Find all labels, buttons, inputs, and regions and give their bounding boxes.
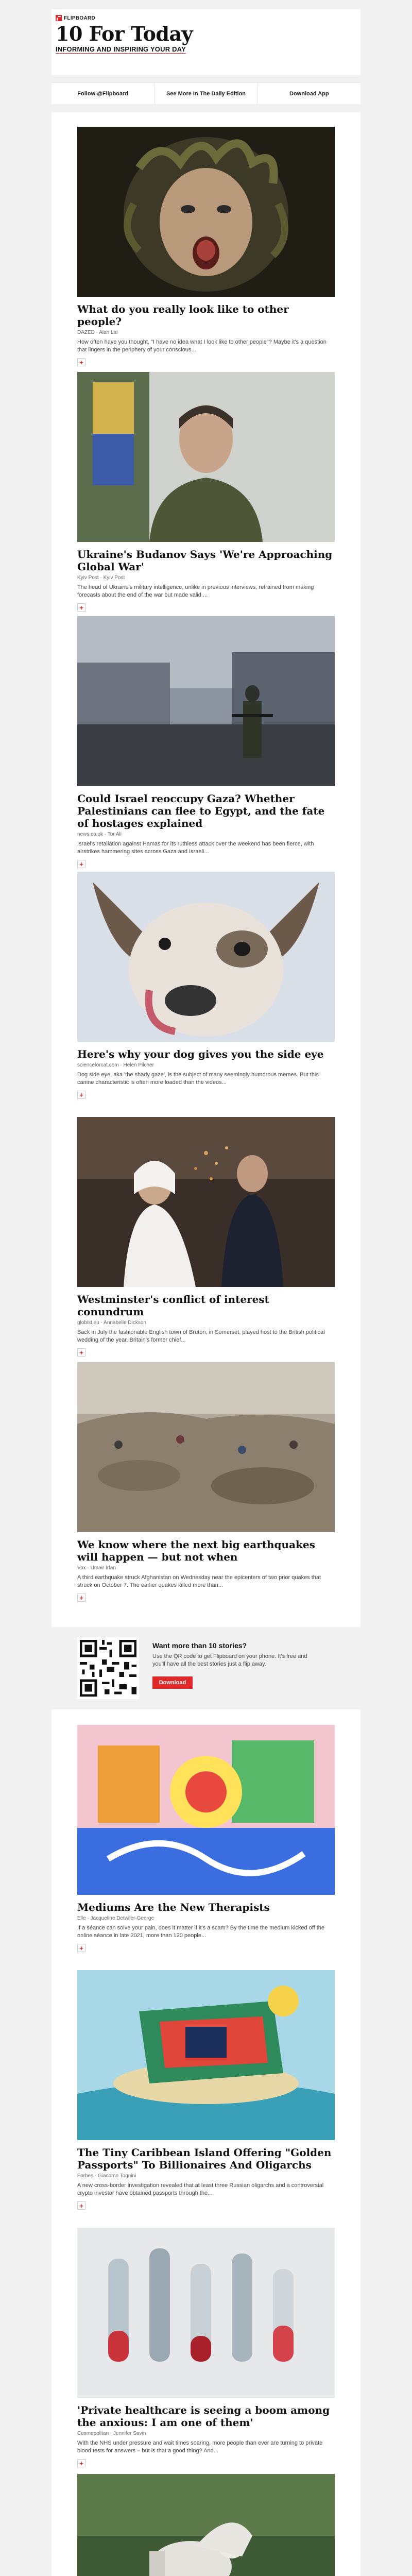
caribbean-illustration xyxy=(77,1970,335,2140)
brand-name: FLIPBOARD xyxy=(64,15,96,21)
header-nav xyxy=(52,82,360,105)
story-card xyxy=(52,1117,360,1358)
story-card xyxy=(52,2474,360,2576)
story-source: Vox · Umair Irfan xyxy=(77,1565,116,1571)
budanov-photo xyxy=(77,372,335,542)
plus-icon[interactable]: + xyxy=(77,603,85,612)
plus-icon[interactable]: + xyxy=(77,1348,85,1357)
plus-icon[interactable]: + xyxy=(77,1091,85,1099)
promo-text: Use the QR code to get Flipboard on your phone. It's free and you'll have all the best stories just a flip away. xyxy=(152,1653,307,1667)
story-excerpt: Israel's retaliation against Hamas for its ruthless attack over the weekend has been fierce, with airstrikes hammering sites across Gaza and Israeli... xyxy=(77,841,314,855)
story-title[interactable]: The Tiny Caribbean Island Offering "Golden Passports" To Billionaires And Oligarchs xyxy=(77,2146,332,2171)
story-card xyxy=(52,127,360,367)
download-button[interactable]: Download xyxy=(152,1676,193,1689)
story-source: globist.eu · Annabelle Dickson xyxy=(77,1320,146,1326)
story-image[interactable] xyxy=(77,372,335,542)
story-source: Kyiv Post · Kyiv Post xyxy=(77,575,125,581)
flipboard-logo-icon xyxy=(56,15,62,21)
story-source: Elle · Jacqueline Detwiler-George xyxy=(77,1916,154,1921)
story-source: scienceforcat.com · Helen Pilcher xyxy=(77,1062,154,1068)
plus-icon[interactable]: + xyxy=(77,1944,85,1952)
earthquake-photo xyxy=(77,1362,335,1532)
qr-code-icon[interactable] xyxy=(77,1637,139,1699)
story-excerpt: The head of Ukraine's military intelligence, unlike in previous interviews, refrained from making forecasts about the end of the war but made valid ... xyxy=(77,584,314,598)
story-image[interactable] xyxy=(77,616,335,786)
story-excerpt: How often have you thought, "I have no idea what I look like to other people"? Maybe it's a question that lingers in the periphery of your conscious... xyxy=(77,339,327,353)
download-app-link[interactable]: Download App xyxy=(258,83,360,105)
story-image[interactable] xyxy=(77,2474,335,2576)
story-excerpt: A new cross-border investigation revealed that at least three Russian oligarchs and a controversial crypto investor have obtained passports through the... xyxy=(77,2182,324,2196)
story-title[interactable]: We know where the next big earthquakes will happen — but not when xyxy=(77,1538,315,1563)
brand[interactable] xyxy=(56,13,356,23)
story-source: Cosmopolitan · Jennifer Savin xyxy=(77,2431,146,2436)
story-title[interactable]: Mediums Are the New Therapists xyxy=(77,1901,270,1913)
story-title[interactable]: What do you really look like to other people? xyxy=(77,303,289,328)
follow-link[interactable]: Follow @Flipboard xyxy=(77,91,129,97)
story-image[interactable] xyxy=(77,1970,335,2140)
story-card xyxy=(52,1725,360,1953)
story-title[interactable]: Here's why your dog gives you the side eye xyxy=(77,1048,324,1060)
plus-icon[interactable]: + xyxy=(77,358,85,366)
story-title[interactable]: Westminster's conflict of interest conundrum xyxy=(77,1293,269,1318)
story-title[interactable]: Ukraine's Budanov Says 'We're Approaching Global War' xyxy=(77,548,333,573)
story-card xyxy=(52,1970,360,2211)
daily-edition-link[interactable]: See More In The Daily Edition xyxy=(154,83,257,105)
story-image[interactable] xyxy=(77,2228,335,2398)
story-excerpt: Dog side eye, aka 'the shady gaze', is the subject of many seemingly humorous memes. But this canine characteristic is often more loaded than the videos... xyxy=(77,1072,319,1086)
plus-icon[interactable]: + xyxy=(77,860,85,868)
story-list-continued xyxy=(52,1709,360,2576)
app-promo xyxy=(52,1627,360,1709)
story-excerpt: A third earthquake struck Afghanistan on Wednesday near the epicenters of two prior quakes that struck on October 7. The earlier quakes killed more than... xyxy=(77,1574,321,1588)
page-title: 10 For Today xyxy=(56,22,193,45)
medusa-illustration xyxy=(77,127,335,297)
story-source: DAZED · Alah Lal xyxy=(77,330,118,335)
tombstone-photo xyxy=(77,2474,335,2576)
story-image[interactable] xyxy=(77,1725,335,1895)
story-excerpt: Back in July the fashionable English town of Bruton, in Somerset, played host to the British political wedding of the year. Britain's former chief... xyxy=(77,1329,325,1343)
story-image[interactable] xyxy=(77,1362,335,1532)
story-card xyxy=(52,872,360,1100)
story-excerpt: If a séance can solve your pain, does it matter if it's a scam? By the time the medium kicked off the online séance in late 2021, more than 120 people... xyxy=(77,1925,325,1939)
story-card xyxy=(52,372,360,613)
story-image[interactable] xyxy=(77,1117,335,1287)
header xyxy=(52,9,360,75)
dog-photo xyxy=(77,872,335,1042)
story-excerpt: With the NHS under pressure and wait times soaring, more people than ever are turning to private blood tests for answers – but is that a good thing? And... xyxy=(77,2440,323,2454)
story-image[interactable] xyxy=(77,872,335,1042)
plus-icon[interactable]: + xyxy=(77,2459,85,2467)
plus-icon[interactable]: + xyxy=(77,2201,85,2210)
story-list xyxy=(52,112,360,1627)
story-image[interactable] xyxy=(77,127,335,297)
wedding-photo xyxy=(77,1117,335,1287)
story-card xyxy=(52,2228,360,2468)
tagline: INFORMING AND INSPIRING YOUR DAY xyxy=(56,45,186,53)
story-card xyxy=(52,1362,360,1603)
mediums-illustration xyxy=(77,1725,335,1895)
gaza-photo xyxy=(77,616,335,786)
story-title[interactable]: Could Israel reoccupy Gaza? Whether Palestinians can flee to Egypt, and the fate of hostages explained xyxy=(77,792,325,829)
story-source: Forbes · Giacomo Tognini xyxy=(77,2173,136,2179)
plus-icon[interactable]: + xyxy=(77,1594,85,1602)
healthcare-illustration xyxy=(77,2228,335,2398)
promo-title: Want more than 10 stories? xyxy=(152,1641,247,1650)
story-source: news.co.uk · Tor Ali xyxy=(77,832,122,837)
story-card xyxy=(52,616,360,869)
story-title[interactable]: 'Private healthcare is seeing a boom among the anxious: I am one of them' xyxy=(77,2404,330,2429)
newsletter xyxy=(52,0,360,2576)
